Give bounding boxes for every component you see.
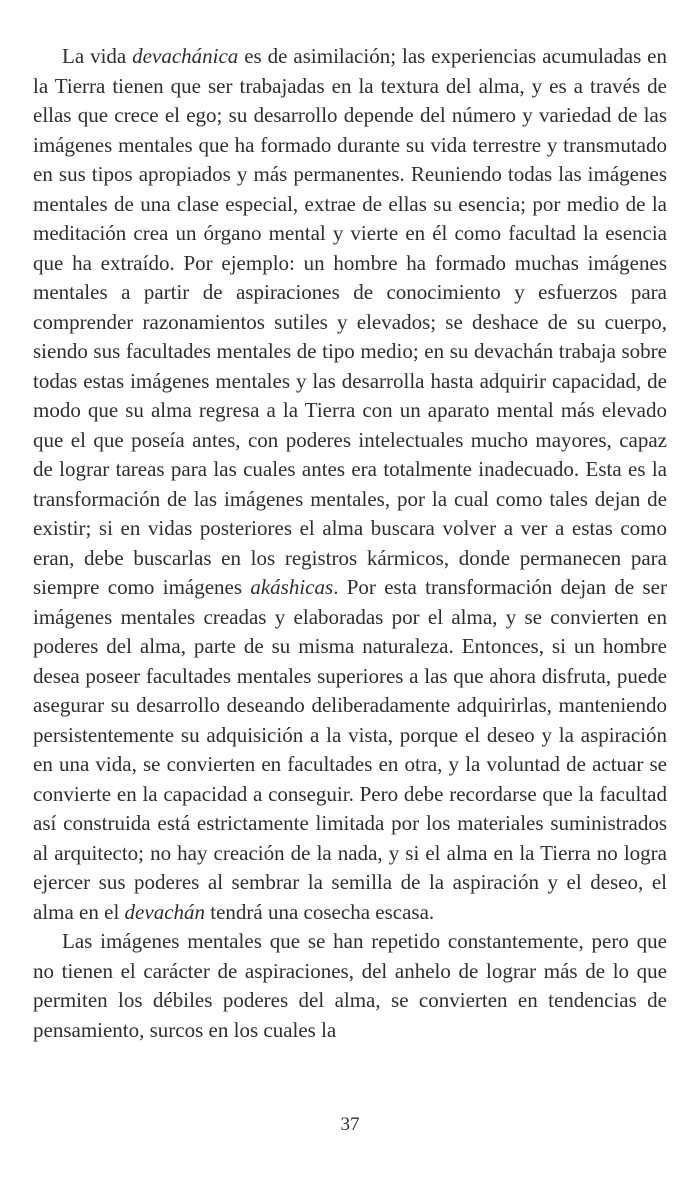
text-segment: . Por esta transformación dejan de ser imágenes mentales creadas y elaboradas por el alma, y se convierten en poderes del alma, parte de su misma naturaleza. Entonces, si un hombre desea poseer facultades mentales superiores a las que ahora disfruta, puede asegurar su desarrollo deseando deliberadamente adquirirlas, manteniendo persistentemente su adquisición a la vista, porque el deseo y la aspiración en una vida, se convierten en facultades en otra, y la voluntad de actuar se convierte en la capacidad a conseguir. Pero debe recordarse que la facultad así construida está estrictamente limitada por los materiales suministrados al arquitecto; no hay creación de la nada, y si el alma en la Tierra no logra ejercer sus poderes al sembrar la semilla de la aspiración y el deseo, el alma en el <box>33 575 667 924</box>
text-segment: La vida <box>62 44 133 68</box>
book-page <box>33 42 667 1162</box>
paragraph-2 <box>33 927 667 1045</box>
italic-term: devachánica <box>132 44 239 68</box>
text-segment: tendrá una cosecha escasa. <box>205 899 435 924</box>
page-number: 37 <box>340 1114 360 1135</box>
italic-term: akáshicas <box>250 575 334 599</box>
text-segment: es de asimilación; las experiencias acumuladas en la Tierra tienen que ser trabajadas en la textura del alma, y es a través de ellas que crece el ego; su desarrollo depende del número y variedad de las imágenes mentales que ha formado durante su vida terrestre y transmutado en sus tipos apropiados y más permanentes. Reuniendo todas las imágenes mentales de una clase especial, extrae de ellas su esencia; por medio de la meditación crea un órgano mental y vierte en él como facultad la esencia que ha extraído. Por ejemplo: un hombre ha formado muchas imágenes mentales a partir de aspiraciones de conocimiento y esfuerzos para comprender razonamientos sutiles y elevados; se deshace de su cuerpo, siendo sus facultades mentales de tipo medio; en su devachán trabaja sobre todas estas imágenes mentales y las desarrolla hasta adquirir capacidad, de modo que su alma regresa a la Tierra con un aparato mental más elevado que el que poseía antes, con poderes intelectuales mucho mayores, capaz de lograr tareas para las cuales antes era totalmente inadecuado. Esta es la transformación de las imágenes mentales, por la cual como tales dejan de existir; si en vidas posteriores el alma buscara volver a ver a estas como eran, debe buscarlas en los registros kármicos, donde permanecen para siempre como imágenes <box>33 44 667 599</box>
italic-term: devachán <box>124 899 206 924</box>
body-text <box>33 42 667 1045</box>
paragraph-1 <box>33 42 667 927</box>
text-segment: Las imágenes mentales que se han repetido constantemente, pero que no tienen el carácter de aspiraciones, del anhelo de lograr más de lo que permiten los débiles poderes del alma, se convierten en tendencias de pensamiento, surcos en los cuales la <box>33 929 667 1042</box>
